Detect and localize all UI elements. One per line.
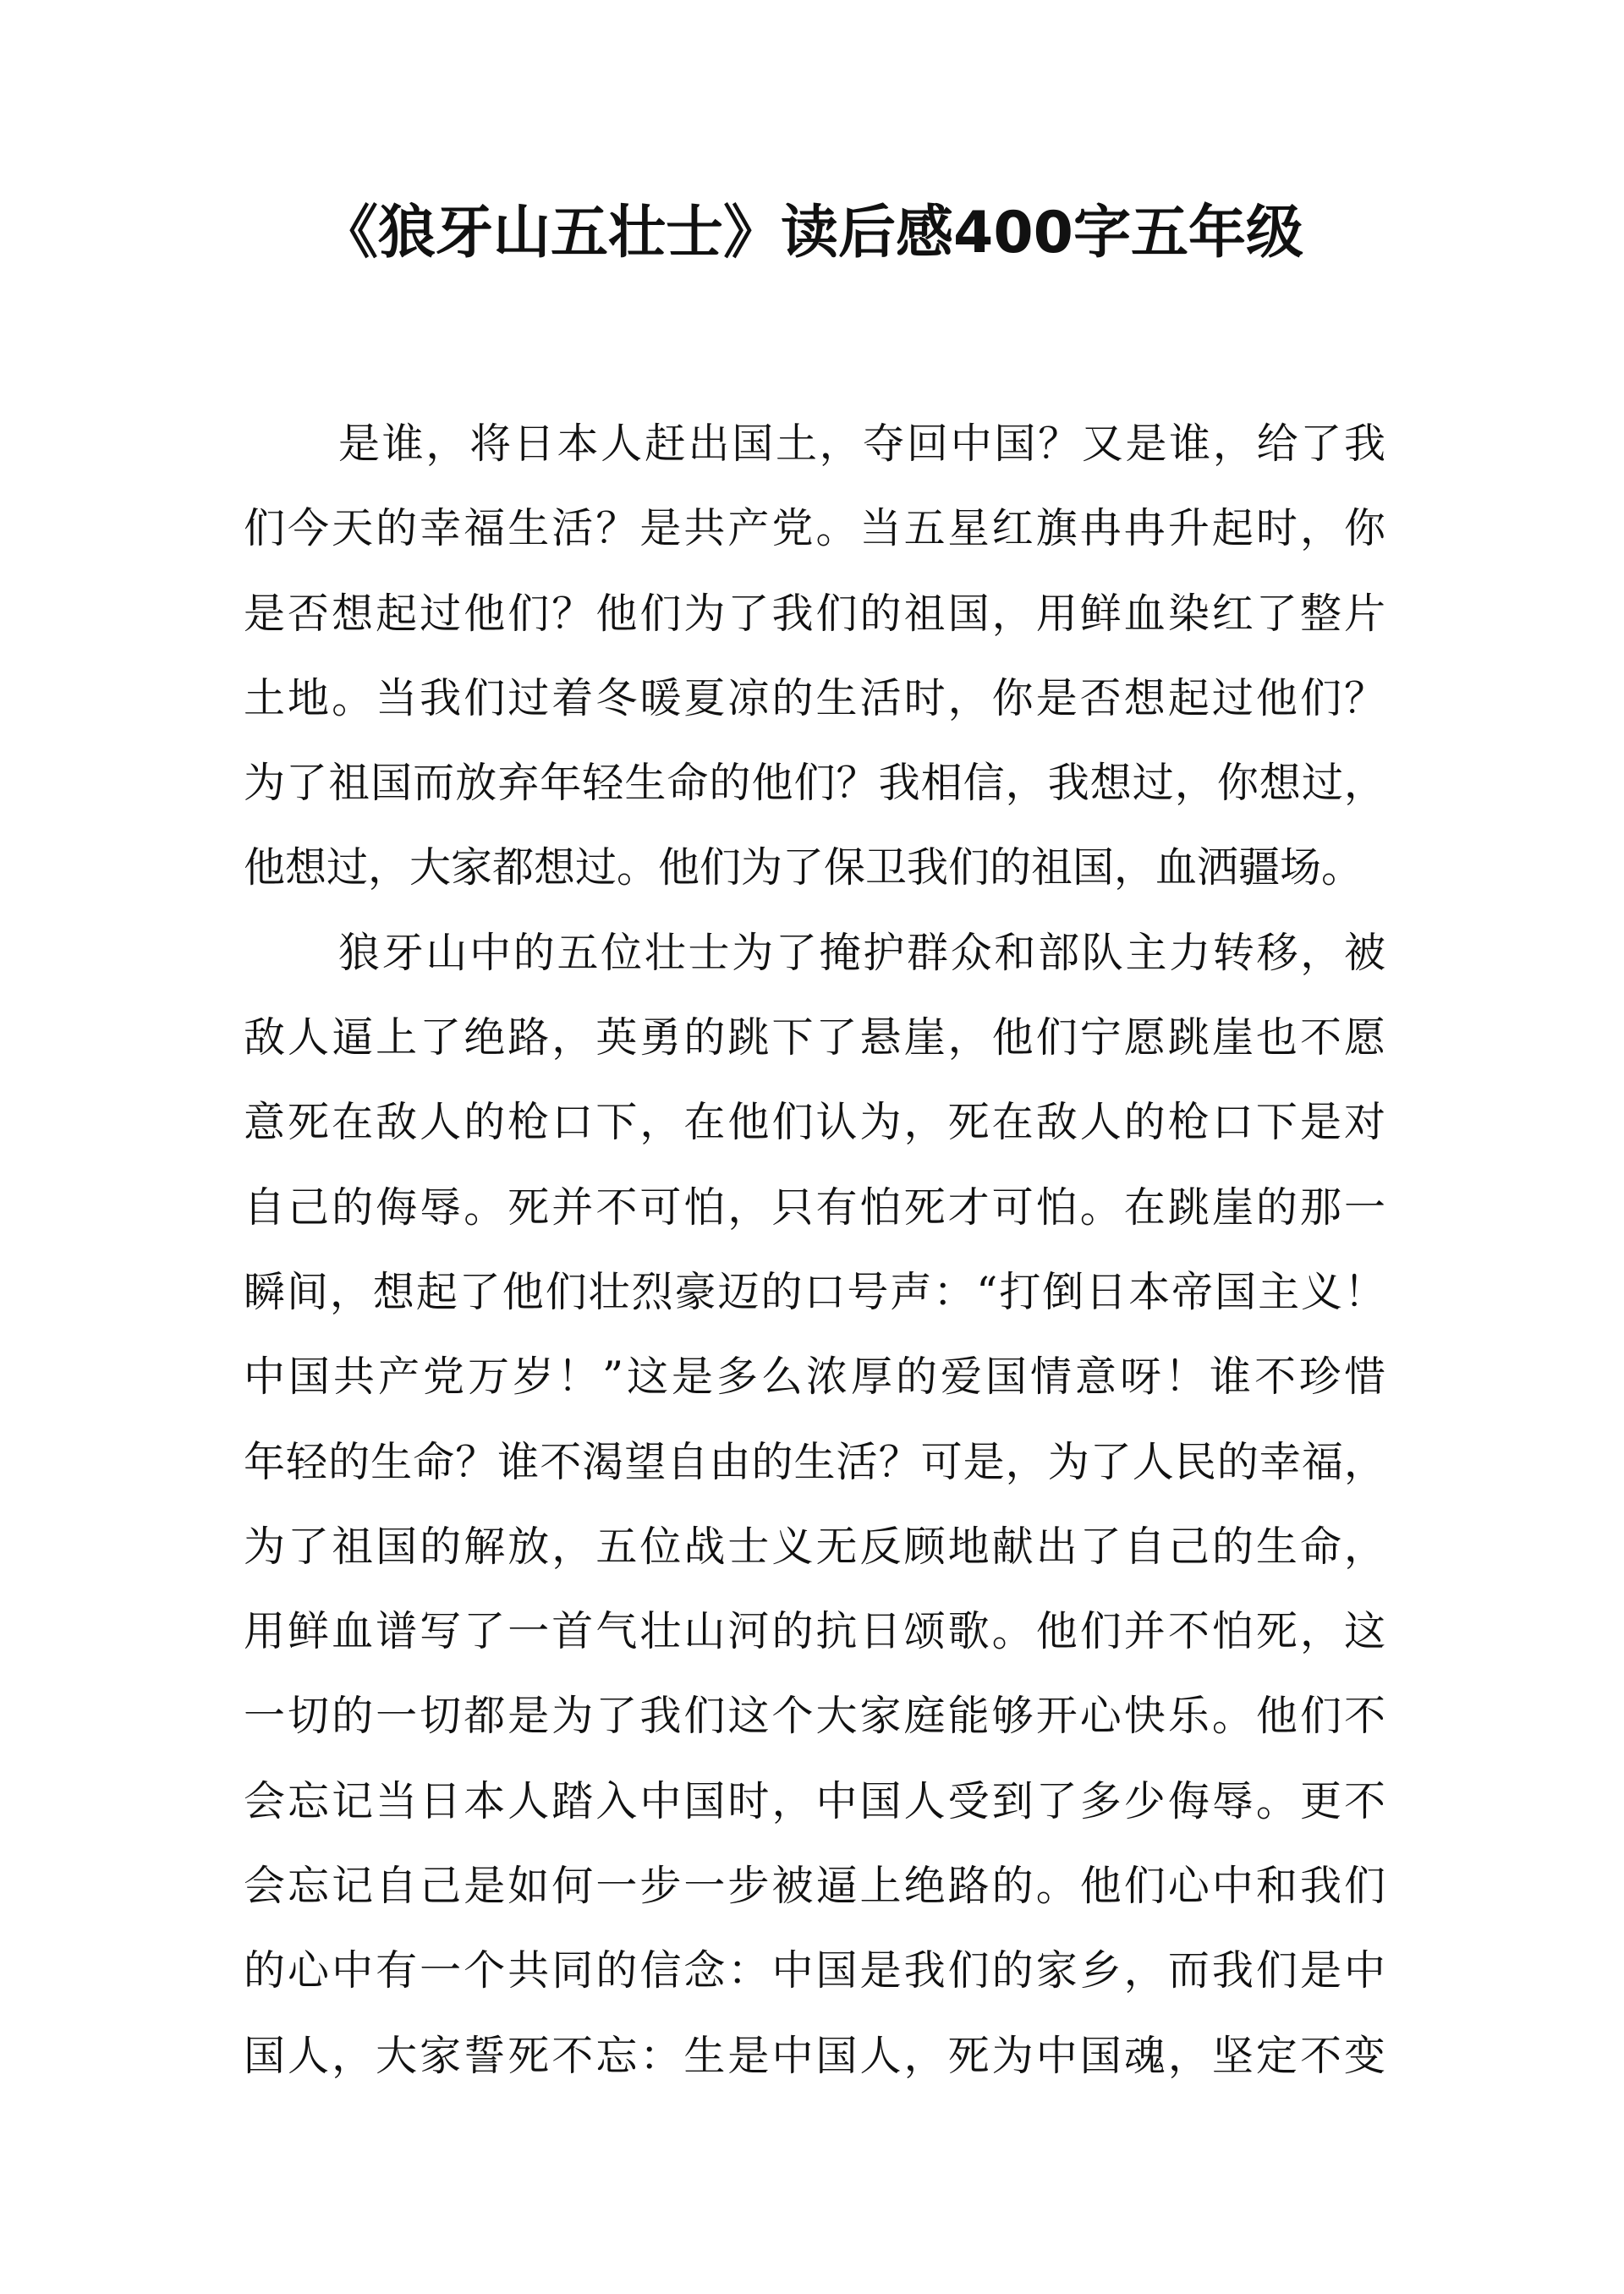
paragraph-2-line-2: 敌人逼上了绝路，英勇的跳下了悬崖，他们宁愿跳崖也不愿 (244, 1013, 1385, 1062)
paragraph-2-line-13: 的心中有一个共同的信念：中国是我们的家乡，而我们是中 (244, 1946, 1385, 1995)
paragraph-2-line-9: 用鲜血谱写了一首气壮山河的抗日颂歌。他们并不怕死，这 (244, 1607, 1385, 1656)
document-title: 《狼牙山五壮士》读后感400字五年级 (321, 200, 1303, 266)
paragraph-2-line-4: 自己的侮辱。死并不可怕，只有怕死才可怕。在跳崖的那一 (244, 1183, 1385, 1232)
paragraph-1-line-6: 他想过，大家都想过。他们为了保卫我们的祖国，血洒疆场。 (244, 843, 1363, 892)
paragraph-1-line-4: 土地。当我们过着冬暖夏凉的生活时，你是否想起过他们？ (244, 673, 1385, 722)
paragraph-2-line-8: 为了祖国的解放，五位战士义无反顾地献出了自己的生命， (244, 1522, 1385, 1571)
paragraph-2-line-5: 瞬间，想起了他们壮烈豪迈的口号声：“打倒日本帝国主义！ (244, 1267, 1385, 1316)
paragraph-1-line-5: 为了祖国而放弃年轻生命的他们？我相信，我想过，你想过， (244, 759, 1385, 808)
paragraph-2-line-7: 年轻的生命？谁不渴望自由的生活？可是，为了人民的幸福， (244, 1437, 1385, 1486)
paragraph-1-line-3: 是否想起过他们？他们为了我们的祖国，用鲜血染红了整片 (244, 589, 1385, 638)
paragraph-2-line-6: 中国共产党万岁！”这是多么浓厚的爱国情意呀！谁不珍惜 (244, 1353, 1385, 1402)
document-body (244, 402, 1385, 2099)
paragraph-2-line-1: 狼牙山中的五位壮士为了掩护群众和部队主力转移，被 (338, 928, 1385, 977)
paragraph-2-line-12: 会忘记自己是如何一步一步被逼上绝路的。他们心中和我们 (244, 1862, 1385, 1911)
paragraph-2-line-3: 意死在敌人的枪口下，在他们认为，死在敌人的枪口下是对 (244, 1098, 1385, 1147)
paragraph-2-line-10: 一切的一切都是为了我们这个大家庭能够开心快乐。他们不 (244, 1692, 1385, 1741)
paragraph-2-line-11: 会忘记当日本人踏入中国时，中国人受到了多少侮辱。更不 (244, 1776, 1385, 1825)
paragraph-1-line-2: 们今天的幸福生活？是共产党。当五星红旗冉冉升起时，你 (244, 504, 1385, 553)
paragraph-1-line-1: 是谁，将日本人赶出国土，夺回中国？又是谁，给了我 (338, 420, 1385, 468)
paragraph-2-line-14: 国人，大家誓死不忘：生是中国人，死为中国魂，坚定不变 (244, 2031, 1385, 2080)
